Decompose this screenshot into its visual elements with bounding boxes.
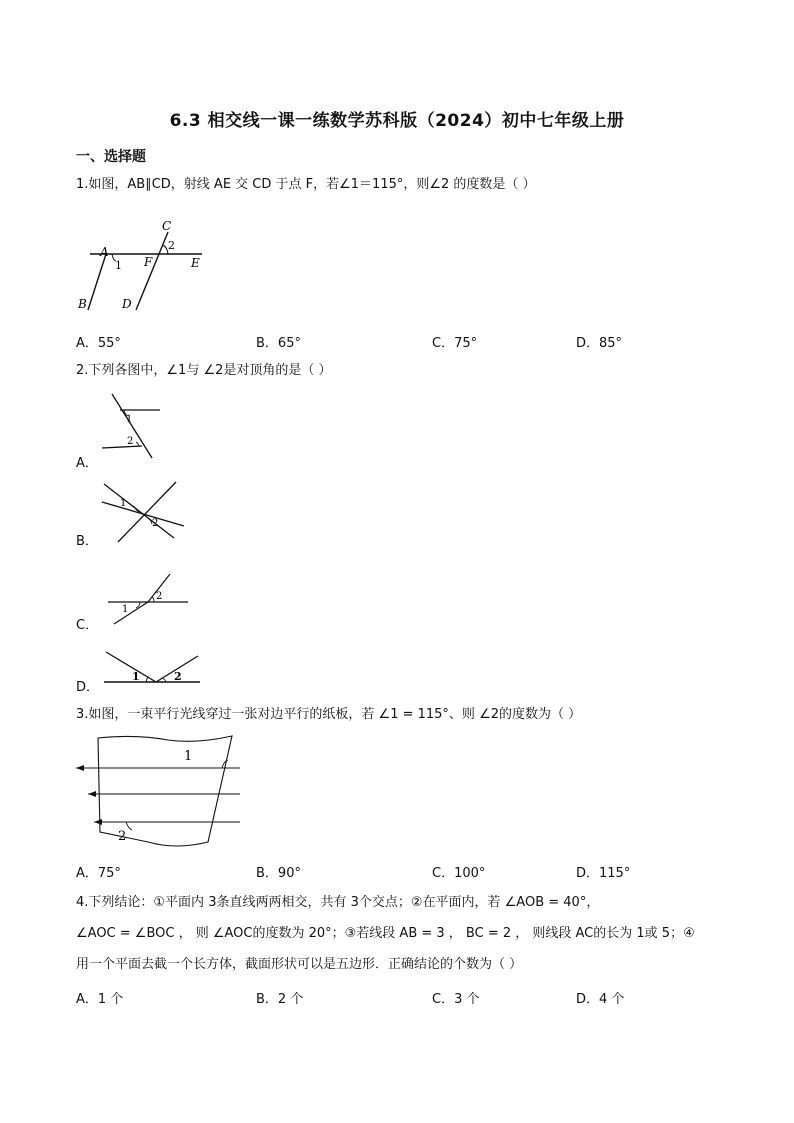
question-2-text: 2.下列各图中，∠1与 ∠2是对顶角的是（ ） [76, 363, 332, 378]
svg-text:1: 1 [126, 414, 133, 425]
q4-option-a[interactable]: A．1 个 [76, 992, 124, 1007]
q2-figure-d [102, 646, 202, 688]
svg-text:2: 2 [127, 436, 134, 447]
svg-text:2: 2 [156, 591, 163, 602]
question-1-text: 1.如图，AB∥CD，射线 AE 交 CD 于点 F，若∠1＝115°，则∠2 的度数是（ ） [76, 177, 536, 192]
q3-option-c[interactable]: C．100° [432, 866, 486, 881]
q4-option-c[interactable]: C．3 个 [432, 992, 480, 1007]
question-4-line-1: 4.下列结论：①平面内 3条直线两两相交，共有 3个交点；②在平面内，若 ∠AOB = 40°， [76, 895, 600, 910]
question-3-text: 3.如图，一束平行光线穿过一张对边平行的纸板，若 ∠1 = 115°、则 ∠2的度数为（ ） [76, 707, 582, 722]
svg-text:2: 2 [174, 670, 182, 683]
q4-option-b[interactable]: B．2 个 [256, 992, 304, 1007]
q1-option-a[interactable]: A．55° [76, 336, 121, 351]
fig1-label-f: F [144, 255, 153, 269]
fig1-label-c: C [162, 219, 172, 233]
svg-text:1: 1 [122, 604, 129, 615]
svg-text:1: 1 [132, 670, 140, 683]
question-4-line-2: ∠AOC = ∠BOC ， 则 ∠AOC的度数为 20°；③若线段 AB = 3 ， BC = 2 ， 则线段 AC的长为 1或 5；④ [76, 926, 695, 941]
fig1-label-e: E [191, 256, 200, 270]
q1-option-c[interactable]: C．75° [432, 336, 478, 351]
q3-option-b[interactable]: B．90° [256, 866, 301, 881]
q2-option-b[interactable]: B． [76, 534, 98, 549]
fig1-label-2: 2 [168, 239, 175, 252]
question-3-figure [76, 732, 246, 852]
q2-option-d[interactable]: D． [76, 680, 100, 695]
q3-option-d[interactable]: D．115° [576, 866, 631, 881]
q2-option-c[interactable]: C． [76, 618, 99, 633]
fig1-label-d: D [122, 297, 132, 311]
fig1-label-b: B [78, 297, 87, 311]
q3-option-a[interactable]: A．75° [76, 866, 121, 881]
svg-text:2: 2 [152, 518, 159, 529]
svg-text:1: 1 [120, 498, 127, 509]
q2-figure-b [98, 478, 188, 548]
fig3-label-2: 2 [118, 829, 127, 844]
question-4-line-3: 用一个平面去截一个长方体，截面形状可以是五边形．正确结论的个数为（ ） [76, 957, 523, 972]
q4-option-d[interactable]: D．4 个 [576, 992, 625, 1007]
fig1-label-a: A [100, 245, 109, 259]
question-1-figure [76, 214, 216, 314]
q1-option-d[interactable]: D．85° [576, 336, 623, 351]
document-title: 6.3 相交线一课一练数学苏科版（2024）初中七年级上册 [169, 111, 625, 131]
q1-option-b[interactable]: B．65° [256, 336, 301, 351]
q2-option-a[interactable]: A． [76, 456, 98, 471]
section-heading: 一、选择题 [76, 149, 146, 165]
q2-figure-a [98, 392, 168, 462]
fig3-label-1: 1 [184, 749, 193, 764]
q2-figure-c [104, 568, 194, 630]
fig1-label-1: 1 [115, 259, 122, 272]
